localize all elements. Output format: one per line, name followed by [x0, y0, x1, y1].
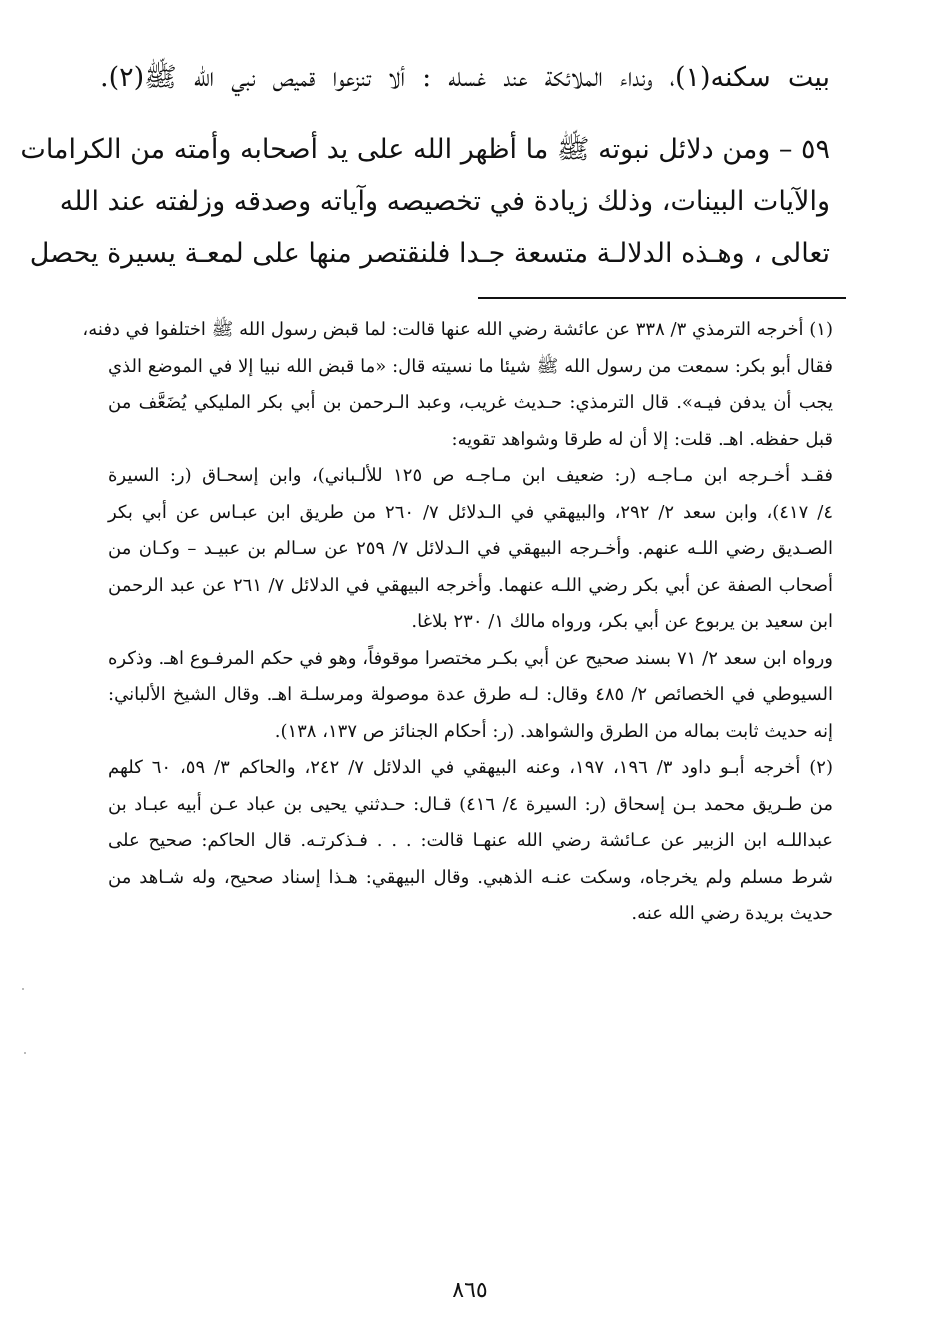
main-text-line: ٥٩ – ومن دلائل نبوته ﷺ ما أظهر الله على يد أصحابه وأمته من الكرامات	[20, 134, 830, 165]
footnote-line: ابن سعيد بن يربوع عن أبي بكر، ورواه مالك ١/ ٢٣٠ بلاغا.	[411, 611, 833, 632]
main-text-line: والآيات البينات، وذلك زيادة في تخصيصه وآياته وصدقه وزلفته عند الله	[59, 186, 830, 217]
footnote-line: حديث بريدة رضي الله عنه.	[631, 903, 833, 924]
main-text-line: بيت سكنه(١)، ونداء الملائكة عند غسله : ألا تنزعوا قميص نبي الله ﷺ(٢).	[100, 62, 830, 93]
footnote-line: ٤/ ٤١٧)، وابن سعد ٢/ ٢٩٢، والبيهقي في الـدلائل ٧/ ٢٦٠ من طريق ابن عبـاس عن أبي بكر	[108, 501, 833, 523]
footnote-line: فقال أبو بكر: سمعت من رسول الله ﷺ شيئا ما نسيته قال: «ما قبض الله نبيا إلا في الموضع الذي	[108, 355, 833, 377]
scan-speck	[22, 988, 24, 990]
footnote-line: الصـديق رضي اللـه عنهم. وأخـرجه البيهقي في الـدلائل ٧/ ٢٥٩ عن سـالم بن عبيـد – وكـان من	[108, 538, 833, 559]
footnotes-block	[82, 312, 833, 933]
footnote-1	[82, 312, 833, 750]
footnote-line: أصحاب الصفة عن أبي بكر رضي اللـه عنهما. وأخرجه البيهقي في الدلائل ٧/ ٢٦١ عن عبد الرحمن	[108, 574, 833, 596]
page-number: ٨٦٥	[452, 1278, 488, 1303]
scan-speck	[24, 1052, 26, 1054]
footnote-line: عبداللـه ابن الزبير عن عـائشة رضي الله عنهـا قالت: . . . فـذكرتـه. قال الحاكم: صحيح على	[108, 830, 833, 851]
footnote-line: يجب أن يدفن فيـه». قال الترمذي: حـديث غريب، وعبد الـرحمن بن أبي بكر المليكي يُضَعَّف من	[108, 392, 833, 413]
footnote-line: شرط مسلم ولم يخرجاه، وسكت عنـه الذهبي. وقال البيهقي: هـذا إسناد صحيح، وله شـاهد من	[108, 866, 833, 888]
footnote-line: فقـد أخـرجه ابن مـاجـه (ر: ضعيف ابن مـاجـه ص ١٢٥ للألـباني)، وابن إسحـاق (ر: السيرة	[108, 465, 833, 486]
footnote-divider	[478, 297, 846, 299]
footnote-line: السيوطي في الخصائص ٢/ ٤٨٥ وقال: لـه طرق عدة موصولة ومرسلـة اهـ. وقال الشيخ الألباني:	[108, 684, 833, 705]
footnote-line: ورواه ابن سعد ٢/ ٧١ بسند صحيح عن أبي بكـر مختصرا موقوفاً، وهو في حكم المرفـوع اهـ. وذكره	[108, 647, 833, 669]
footnote-line: إنه حديث ثابت بماله من الطرق والشواهد. (ر: أحكام الجنائز ص ١٣٧، ١٣٨).	[274, 720, 833, 742]
footnote-line: (١) أخرجه الترمذي ٣/ ٣٣٨ عن عائشة رضي الله عنها قالت: لما قبض رسول الله ﷺ اختلفوا في دفنه،	[82, 319, 833, 340]
main-text-block	[100, 52, 830, 104]
footnote-line: من طـريق محمد بـن إسحاق (ر: السيرة ٤/ ٤١٦) قـال: حـدثني يحيى بن عباد عـن أبيه عبـاد بن	[108, 793, 833, 815]
footnote-line: قبل حفظه. اهـ. قلت: إلا أن له طرقا وشواهد تقويه:	[451, 428, 833, 450]
main-text-line: تعالى ، وهـذه الدلالـة متسعة جـدا فلنقتصر منها على لمعـة يسيرة يحصل	[29, 238, 830, 269]
footnote-2	[108, 750, 833, 933]
footnote-line: (٢) أخرجه أبـو داود ٣/ ١٩٦، ١٩٧، وعنه البيهقي في الدلائل ٧/ ٢٤٢، والحاكم ٣/ ٥٩، ٦٠ كلهم	[108, 757, 833, 778]
main-text-paragraph-59	[20, 124, 830, 280]
